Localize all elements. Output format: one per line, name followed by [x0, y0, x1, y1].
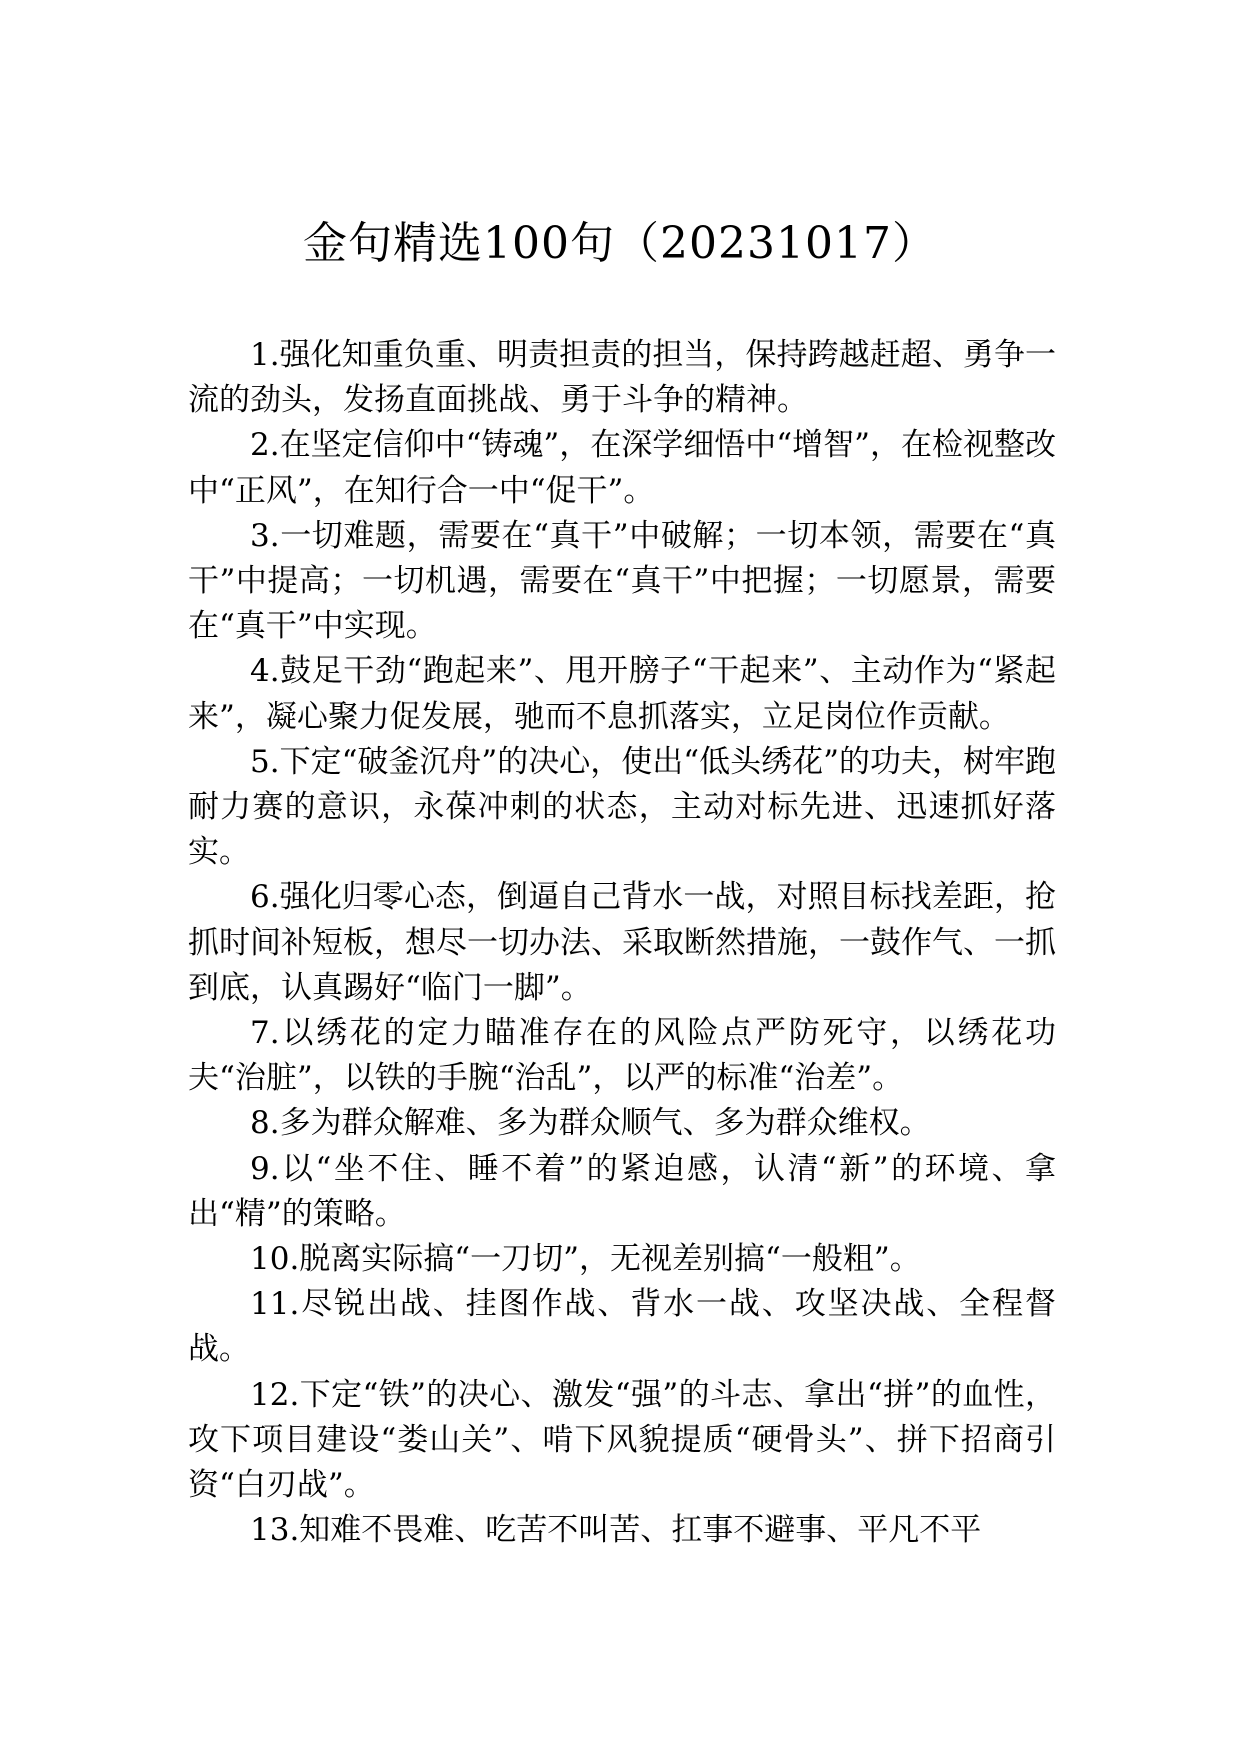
paragraph-2: 2.在坚定信仰中“铸魂”，在深学细悟中“增智”，在检视整改中“正风”，在知行合一中“促干”。 — [188, 427, 1056, 509]
paragraph-9: 9.以“坐不住、睡不着”的紧迫感，认清“新”的环境、拿出“精”的策略。 — [188, 1150, 1056, 1232]
paragraph-10: 10.脱离实际搞“一刀切”，无视差别搞“一般粗”。 — [250, 1241, 921, 1278]
paragraph-4: 4.鼓足干劲“跑起来”、甩开膀子“干起来”、主动作为“紧起来”，凝心聚力促发展，驰而不息抓落实，立足岗位作贡献。 — [188, 653, 1056, 735]
paragraph-8: 8.多为群众解难、多为群众顺气、多为群众维权。 — [250, 1105, 931, 1142]
paragraph-1: 1.强化知重负重、明责担责的担当，保持跨越赶超、勇争一流的劲头，发扬直面挑战、勇于斗争的精神。 — [188, 337, 1056, 419]
paragraph-7: 7.以绣花的定力瞄准存在的风险点严防死守，以绣花功夫“治脏”，以铁的手腕“治乱”，以严的标准“治差”。 — [188, 1015, 1056, 1097]
paragraph-3: 3.一切难题，需要在“真干”中破解；一切本领，需要在“真干”中提高；一切机遇，需要在“真干”中把握；一切愿景，需要在“真干”中实现。 — [188, 517, 1056, 645]
paragraph-11: 11.尽锐出战、挂图作战、背水一战、攻坚决战、全程督战。 — [188, 1286, 1056, 1368]
document-title: 金句精选100句（20231017） — [303, 218, 937, 269]
document-body — [188, 333, 1056, 1553]
paragraph-6: 6.强化归零心态，倒逼自己背水一战，对照目标找差距，抢抓时间补短板，想尽一切办法、采取断然措施，一鼓作气、一抓到底，认真踢好“临门一脚”。 — [188, 879, 1056, 1006]
paragraph-5: 5.下定“破釜沉舟”的决心，使出“低头绣花”的功夫，树牢跑耐力赛的意识，永葆冲刺的状态，主动对标先进、迅速抓好落实。 — [188, 743, 1056, 871]
paragraph-12: 12.下定“铁”的决心、激发“强”的斗志、拿出“拼”的血性，攻下项目建设“娄山关”、啃下风貌提质“硬骨头”、拼下招商引资“白刃战”。 — [188, 1376, 1056, 1504]
paragraph-13: 13.知难不畏难、吃苦不叫苦、扛事不避事、平凡不平 — [250, 1512, 982, 1549]
